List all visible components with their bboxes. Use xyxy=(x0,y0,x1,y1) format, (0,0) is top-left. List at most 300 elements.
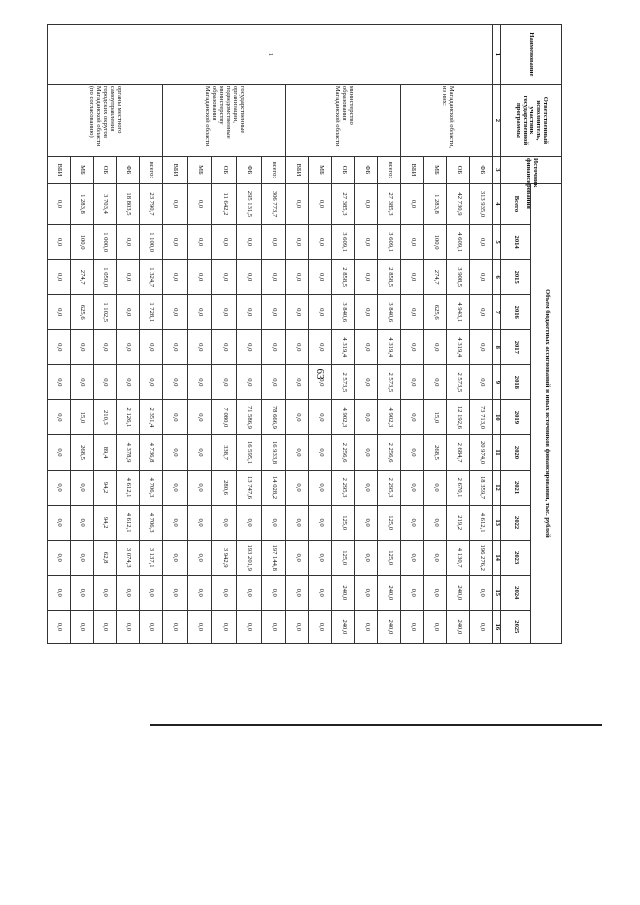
value-cell: 0,0 xyxy=(70,540,93,575)
value-cell: 0,0 xyxy=(139,610,162,643)
value-cell: 2 684,7 xyxy=(447,435,470,470)
value-cell: 0,0 xyxy=(401,540,424,575)
value-cell: 73 713,0 xyxy=(470,400,493,435)
value-cell: 4 378,9 xyxy=(116,435,139,470)
value-cell: 0,0 xyxy=(187,295,212,330)
value-cell: 0,0 xyxy=(47,330,70,365)
value-cell: 0,0 xyxy=(286,400,309,435)
value-cell: 0,0 xyxy=(401,575,424,610)
value-cell: 0,0 xyxy=(355,575,378,610)
value-cell: 0,0 xyxy=(236,330,261,365)
value-cell: 0,0 xyxy=(261,295,286,330)
value-cell: 0,0 xyxy=(401,260,424,295)
column-number: 12 xyxy=(493,470,501,505)
value-cell: 0,0 xyxy=(162,183,187,224)
value-cell: 0,0 xyxy=(139,330,162,365)
value-cell: 2 351,4 xyxy=(139,400,162,435)
source-cell: ФБ xyxy=(470,157,493,184)
column-number: 7 xyxy=(493,295,501,330)
source-cell: всего: xyxy=(139,157,162,184)
value-cell: 0,0 xyxy=(187,610,212,643)
value-cell: 0,0 xyxy=(355,260,378,295)
value-cell: 125,0 xyxy=(332,540,355,575)
value-cell: 0,0 xyxy=(162,330,187,365)
value-cell: 0,0 xyxy=(47,575,70,610)
value-cell: 274,7 xyxy=(424,260,447,295)
header-year: 2022 xyxy=(501,505,532,540)
value-cell: 0,0 xyxy=(187,260,212,295)
value-cell: 0,0 xyxy=(309,400,332,435)
value-cell: 4 706,3 xyxy=(139,470,162,505)
value-cell: 0,0 xyxy=(236,260,261,295)
value-cell: 0,0 xyxy=(162,610,187,643)
value-cell: 0,0 xyxy=(286,330,309,365)
header-year: 2014 xyxy=(501,225,532,260)
header-year: 2025 xyxy=(501,610,532,643)
value-cell: 0,0 xyxy=(236,575,261,610)
value-cell: 4 612,1 xyxy=(470,505,493,540)
value-cell: 0,0 xyxy=(93,330,116,365)
value-cell: 0,0 xyxy=(401,505,424,540)
value-cell: 0,0 xyxy=(187,575,212,610)
value-cell: 193 201,9 xyxy=(236,540,261,575)
source-cell: ВБИ xyxy=(401,157,424,184)
financing-table xyxy=(47,24,562,644)
value-cell: 295 131,5 xyxy=(236,183,261,224)
column-number: 1 xyxy=(493,25,501,85)
column-number: 6 xyxy=(493,260,501,295)
value-cell: 18 359,7 xyxy=(470,470,493,505)
value-cell: 4 319,4 xyxy=(332,330,355,365)
value-cell: 1 324,7 xyxy=(139,260,162,295)
column-number: 10 xyxy=(493,400,501,435)
value-cell: 0,0 xyxy=(116,295,139,330)
value-cell: 0,0 xyxy=(355,295,378,330)
value-cell: 0,0 xyxy=(470,575,493,610)
value-cell: 0,0 xyxy=(355,470,378,505)
value-cell: 0,0 xyxy=(162,260,187,295)
value-cell: 27 385,3 xyxy=(378,183,401,224)
value-cell: 210,3 xyxy=(93,400,116,435)
value-cell: 0,0 xyxy=(355,365,378,400)
value-cell: 0,0 xyxy=(212,610,237,643)
value-cell: 4 736,8 xyxy=(139,435,162,470)
column-number: 9 xyxy=(493,365,501,400)
value-cell: 0,0 xyxy=(236,505,261,540)
value-cell: 3 840,6 xyxy=(378,295,401,330)
value-cell: 0,0 xyxy=(424,505,447,540)
value-cell: 0,0 xyxy=(401,400,424,435)
value-cell: 0,0 xyxy=(401,330,424,365)
value-cell: 0,0 xyxy=(116,260,139,295)
header-source: Источник финансирования xyxy=(501,157,562,184)
source-cell: ОБ xyxy=(93,157,116,184)
header-name: Наименование xyxy=(501,25,562,85)
header-year: 2020 xyxy=(501,435,532,470)
value-cell: 0,0 xyxy=(70,575,93,610)
header-year: 2024 xyxy=(501,575,532,610)
value-cell: 0,0 xyxy=(286,183,309,224)
table-row xyxy=(378,25,401,644)
value-cell: 0,0 xyxy=(116,225,139,260)
value-cell: 625,6 xyxy=(424,295,447,330)
value-cell: 0,0 xyxy=(470,610,493,643)
value-cell: 18 803,5 xyxy=(116,183,139,224)
value-cell: 0,0 xyxy=(424,330,447,365)
value-cell: 0,0 xyxy=(212,505,237,540)
value-cell: 0,0 xyxy=(116,610,139,643)
value-cell: 4 319,4 xyxy=(447,330,470,365)
value-cell: 3 074,3 xyxy=(116,540,139,575)
value-cell: 1 728,1 xyxy=(139,295,162,330)
value-cell: 71 586,9 xyxy=(236,400,261,435)
value-cell: 94,2 xyxy=(93,505,116,540)
header-year: 2019 xyxy=(501,400,532,435)
value-cell: 0,0 xyxy=(309,575,332,610)
value-cell: 0,0 xyxy=(355,610,378,643)
value-cell: 0,0 xyxy=(212,260,237,295)
value-cell: 0,0 xyxy=(139,365,162,400)
value-cell: 13 747,6 xyxy=(236,470,261,505)
value-cell: 2 858,5 xyxy=(332,260,355,295)
value-cell: 100,0 xyxy=(424,225,447,260)
value-cell: 0,0 xyxy=(309,610,332,643)
value-cell: 1 283,8 xyxy=(424,183,447,224)
value-cell: 0,0 xyxy=(424,470,447,505)
value-cell: 0,0 xyxy=(286,610,309,643)
value-cell: 0,0 xyxy=(309,435,332,470)
value-cell: 4 706,3 xyxy=(139,505,162,540)
source-cell: ОБ xyxy=(447,157,470,184)
page-number: 63 xyxy=(314,368,326,380)
column-number: 11 xyxy=(493,435,501,470)
value-cell: 0,0 xyxy=(309,330,332,365)
value-cell: 0,0 xyxy=(261,610,286,643)
column-number: 3 xyxy=(493,157,501,184)
source-cell: ВБИ xyxy=(162,157,187,184)
value-cell: 4 612,1 xyxy=(116,505,139,540)
value-cell: 3 609,1 xyxy=(332,225,355,260)
value-cell: 0,0 xyxy=(424,610,447,643)
source-cell: ВБИ xyxy=(47,157,70,184)
value-cell: 0,0 xyxy=(424,540,447,575)
value-cell: 0,0 xyxy=(70,470,93,505)
column-number: 15 xyxy=(493,575,501,610)
value-cell: 4 902,3 xyxy=(378,400,401,435)
column-number: 14 xyxy=(493,540,501,575)
value-cell: 0,0 xyxy=(47,540,70,575)
value-cell: 2 670,1 xyxy=(447,470,470,505)
value-cell: 0,0 xyxy=(47,260,70,295)
value-cell: 94,2 xyxy=(93,470,116,505)
source-cell: всего: xyxy=(378,157,401,184)
source-cell: ОБ xyxy=(332,157,355,184)
value-cell: 1 283,8 xyxy=(70,183,93,224)
value-cell: 2 256,6 xyxy=(332,435,355,470)
value-cell: 0,0 xyxy=(70,330,93,365)
bottom-rule xyxy=(150,724,602,726)
value-cell: 0,0 xyxy=(212,575,237,610)
value-cell: 0,0 xyxy=(93,365,116,400)
value-cell: 89,4 xyxy=(93,435,116,470)
value-cell: 0,0 xyxy=(187,225,212,260)
column-number: 2 xyxy=(493,84,501,156)
value-cell: 0,0 xyxy=(309,505,332,540)
value-cell: 15,0 xyxy=(70,400,93,435)
column-number: 8 xyxy=(493,330,501,365)
value-cell: 0,0 xyxy=(47,295,70,330)
value-cell: 4 943,1 xyxy=(447,295,470,330)
value-cell: 4 319,4 xyxy=(378,330,401,365)
value-cell: 0,0 xyxy=(187,435,212,470)
value-cell: 0,0 xyxy=(286,470,309,505)
value-cell: 0,0 xyxy=(424,365,447,400)
value-cell: 23 790,7 xyxy=(139,183,162,224)
value-cell: 0,0 xyxy=(355,540,378,575)
value-cell: 3 609,1 xyxy=(378,225,401,260)
value-cell: 7 080,0 xyxy=(212,400,237,435)
value-cell: 11 642,2 xyxy=(212,183,237,224)
value-cell: 0,0 xyxy=(212,295,237,330)
header-year: 2021 xyxy=(501,470,532,505)
value-cell: 0,0 xyxy=(236,225,261,260)
value-cell: 42 730,9 xyxy=(447,183,470,224)
source-cell: ОБ xyxy=(212,157,237,184)
value-cell: 280,6 xyxy=(212,470,237,505)
value-cell: 2 858,5 xyxy=(378,260,401,295)
executor-cell: Магаданской области, из них: xyxy=(401,84,493,156)
value-cell: 27 385,3 xyxy=(332,183,355,224)
value-cell: 0,0 xyxy=(261,365,286,400)
table-row xyxy=(470,25,493,644)
value-cell: 240,0 xyxy=(332,610,355,643)
value-cell: 3 840,6 xyxy=(332,295,355,330)
value-cell: 2 256,6 xyxy=(378,435,401,470)
source-cell: ВБИ xyxy=(286,157,309,184)
value-cell: 1 102,5 xyxy=(93,295,116,330)
value-cell: 0,0 xyxy=(261,260,286,295)
value-cell: 0,0 xyxy=(70,610,93,643)
value-cell: 0,0 xyxy=(355,330,378,365)
column-number: 16 xyxy=(493,610,501,643)
value-cell: 0,0 xyxy=(236,610,261,643)
executor-cell: министерство образования Магаданской области xyxy=(286,84,401,156)
value-cell: 0,0 xyxy=(212,330,237,365)
value-cell: 0,0 xyxy=(236,295,261,330)
value-cell: 0,0 xyxy=(47,365,70,400)
value-cell: 0,0 xyxy=(355,435,378,470)
value-cell: 0,0 xyxy=(187,183,212,224)
value-cell: 125,0 xyxy=(378,540,401,575)
value-cell: 0,0 xyxy=(286,225,309,260)
value-cell: 2 573,5 xyxy=(447,365,470,400)
value-cell: 0,0 xyxy=(286,260,309,295)
value-cell: 0,0 xyxy=(470,225,493,260)
value-cell: 0,0 xyxy=(355,400,378,435)
value-cell: 0,0 xyxy=(162,505,187,540)
value-cell: 240,0 xyxy=(332,575,355,610)
value-cell: 0,0 xyxy=(261,575,286,610)
value-cell: 0,0 xyxy=(93,575,116,610)
value-cell: 0,0 xyxy=(261,505,286,540)
value-cell: 4 902,3 xyxy=(332,400,355,435)
value-cell: 0,0 xyxy=(187,330,212,365)
value-cell: 0,0 xyxy=(401,183,424,224)
value-cell: 197 144,8 xyxy=(261,540,286,575)
value-cell: 0,0 xyxy=(116,575,139,610)
value-cell: 1 000,0 xyxy=(93,225,116,260)
value-cell: 1 050,0 xyxy=(93,260,116,295)
value-cell: 0,0 xyxy=(47,505,70,540)
value-cell: 0,0 xyxy=(187,470,212,505)
value-cell: 3 908,5 xyxy=(447,260,470,295)
value-cell: 0,0 xyxy=(212,365,237,400)
value-cell: 0,0 xyxy=(236,365,261,400)
value-cell: 78 666,9 xyxy=(261,400,286,435)
value-cell: 4 612,1 xyxy=(116,470,139,505)
value-cell: 0,0 xyxy=(286,435,309,470)
value-cell: 0,0 xyxy=(187,540,212,575)
value-cell: 0,0 xyxy=(355,183,378,224)
value-cell: 0,0 xyxy=(401,295,424,330)
column-number: 5 xyxy=(493,225,501,260)
value-cell: 0,0 xyxy=(355,225,378,260)
value-cell: 313 935,0 xyxy=(470,183,493,224)
value-cell: 20 974,0 xyxy=(470,435,493,470)
value-cell: 0,0 xyxy=(47,470,70,505)
column-numbers-row xyxy=(493,25,501,644)
value-cell: 12 192,6 xyxy=(447,400,470,435)
value-cell: 268,5 xyxy=(424,435,447,470)
value-cell: 240,0 xyxy=(447,575,470,610)
value-cell: 0,0 xyxy=(261,225,286,260)
value-cell: 100,0 xyxy=(70,225,93,260)
value-cell: 0,0 xyxy=(162,470,187,505)
value-cell: 0,0 xyxy=(309,470,332,505)
value-cell: 0,0 xyxy=(187,505,212,540)
value-cell: 240,0 xyxy=(447,610,470,643)
value-cell: 14 028,2 xyxy=(261,470,286,505)
source-cell: ФБ xyxy=(355,157,378,184)
header-year: 2018 xyxy=(501,365,532,400)
header-executor: Ответственный исполнитель, участник государственной программы xyxy=(501,84,562,156)
value-cell: 0,0 xyxy=(309,260,332,295)
value-cell: 0,0 xyxy=(162,435,187,470)
value-cell: 62,8 xyxy=(93,540,116,575)
value-cell: 0,0 xyxy=(470,330,493,365)
source-cell: ФБ xyxy=(116,157,139,184)
value-cell: 0,0 xyxy=(139,575,162,610)
table-row xyxy=(261,25,286,644)
value-cell: 0,0 xyxy=(470,365,493,400)
header-year: 2015 xyxy=(501,260,532,295)
value-cell: 0,0 xyxy=(212,225,237,260)
value-cell: 0,0 xyxy=(47,610,70,643)
value-cell: 125,0 xyxy=(332,505,355,540)
name-cell: 1 xyxy=(47,25,492,85)
value-cell: 2 295,3 xyxy=(332,470,355,505)
source-cell: ФБ xyxy=(236,157,261,184)
value-cell: 0,0 xyxy=(162,540,187,575)
header-volume: Объем бюджетных ассигнований и иных источников финансирования, тыс. рублей xyxy=(531,183,562,643)
value-cell: 0,0 xyxy=(162,295,187,330)
value-cell: 3 942,9 xyxy=(212,540,237,575)
value-cell: 0,0 xyxy=(286,540,309,575)
value-cell: 0,0 xyxy=(401,610,424,643)
value-cell: 0,0 xyxy=(286,505,309,540)
header-year: 2017 xyxy=(501,330,532,365)
value-cell: 15,0 xyxy=(424,400,447,435)
value-cell: 338,7 xyxy=(212,435,237,470)
value-cell: 0,0 xyxy=(47,225,70,260)
source-cell: МБ xyxy=(70,157,93,184)
value-cell: 0,0 xyxy=(309,225,332,260)
value-cell: 240,0 xyxy=(378,610,401,643)
value-cell: 219,2 xyxy=(447,505,470,540)
value-cell: 0,0 xyxy=(47,435,70,470)
source-cell: всего: xyxy=(261,157,286,184)
value-cell: 0,0 xyxy=(309,365,332,400)
value-cell: 240,0 xyxy=(378,575,401,610)
table-container xyxy=(56,24,562,644)
executor-cell: органы местного самоуправления городских округов Магаданской области (по согласованию) xyxy=(47,84,162,156)
executor-cell: государственные организации, подведомственные министерству образования Магаданской области xyxy=(162,84,285,156)
value-cell: 0,0 xyxy=(286,575,309,610)
value-cell: 0,0 xyxy=(286,295,309,330)
value-cell: 0,0 xyxy=(309,183,332,224)
value-cell: 125,0 xyxy=(378,505,401,540)
value-cell: 0,0 xyxy=(162,365,187,400)
value-cell: 3 137,1 xyxy=(139,540,162,575)
value-cell: 4 609,1 xyxy=(447,225,470,260)
value-cell: 0,0 xyxy=(116,365,139,400)
value-cell: 0,0 xyxy=(424,575,447,610)
value-cell: 0,0 xyxy=(401,225,424,260)
column-number: 13 xyxy=(493,505,501,540)
value-cell: 0,0 xyxy=(401,435,424,470)
source-cell: МБ xyxy=(424,157,447,184)
value-cell: 4 130,7 xyxy=(447,540,470,575)
value-cell: 0,0 xyxy=(70,365,93,400)
rotated-table-wrapper xyxy=(56,24,562,644)
value-cell: 0,0 xyxy=(162,400,187,435)
value-cell: 0,0 xyxy=(47,183,70,224)
value-cell: 0,0 xyxy=(162,225,187,260)
value-cell: 0,0 xyxy=(355,505,378,540)
header-year: 2023 xyxy=(501,540,532,575)
value-cell: 0,0 xyxy=(93,610,116,643)
value-cell: 196 276,2 xyxy=(470,540,493,575)
value-cell: 625,6 xyxy=(70,295,93,330)
header-total: Всего xyxy=(501,183,532,224)
value-cell: 0,0 xyxy=(162,575,187,610)
value-cell: 3 703,4 xyxy=(93,183,116,224)
source-cell: МБ xyxy=(187,157,212,184)
value-cell: 0,0 xyxy=(470,295,493,330)
value-cell: 0,0 xyxy=(470,260,493,295)
header-year: 2016 xyxy=(501,295,532,330)
column-number: 4 xyxy=(493,183,501,224)
table-row xyxy=(139,25,162,644)
value-cell: 1 100,0 xyxy=(139,225,162,260)
value-cell: 2 295,3 xyxy=(378,470,401,505)
value-cell: 0,0 xyxy=(70,505,93,540)
value-cell: 0,0 xyxy=(261,330,286,365)
value-cell: 0,0 xyxy=(401,365,424,400)
value-cell: 306 773,7 xyxy=(261,183,286,224)
value-cell: 0,0 xyxy=(286,365,309,400)
value-cell: 0,0 xyxy=(309,295,332,330)
